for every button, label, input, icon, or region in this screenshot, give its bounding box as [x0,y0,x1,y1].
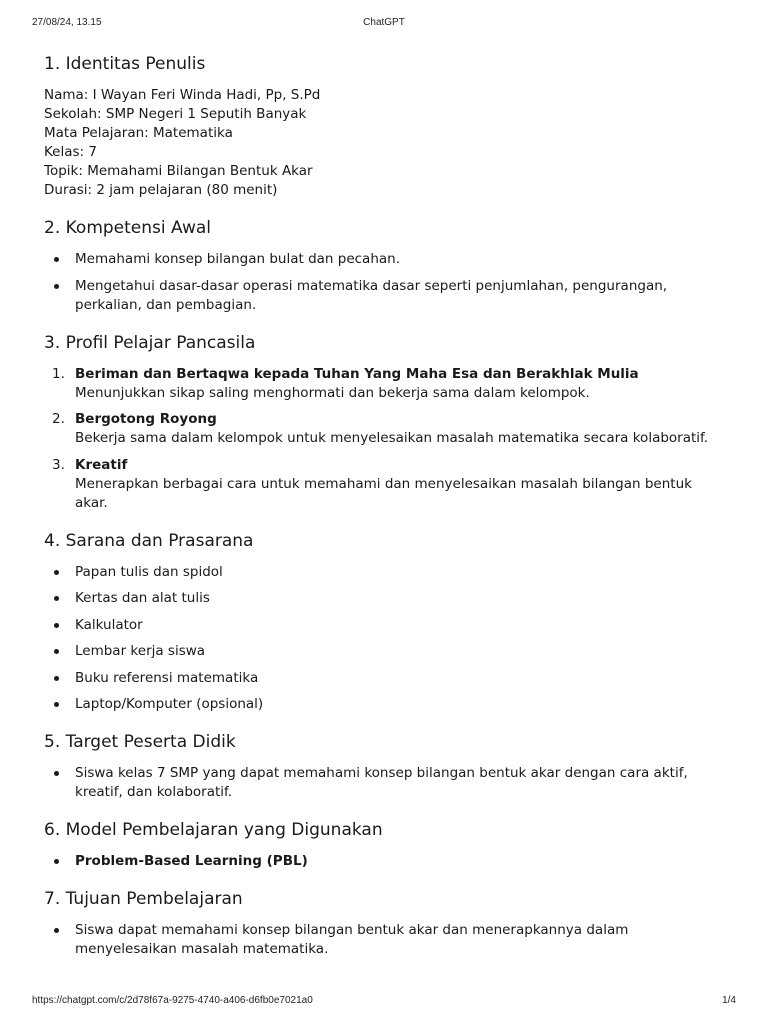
section-heading: 6. Model Pembelajaran yang Digunakan [44,820,383,840]
list-item: Kertas dan alat tulis [44,589,724,608]
section-target [44,730,724,802]
item-description: Menunjukkan sikap saling menghormati dan bekerja sama dalam kelompok. [75,384,590,401]
document-content [44,52,724,975]
section-heading: 3. Profil Pelajar Pancasila [44,332,256,353]
item-title: Problem-Based Learning (PBL) [75,853,308,869]
section-heading: 4. Sarana dan Prasarana [44,530,254,551]
print-header [32,17,736,28]
profil-list [44,365,724,513]
section-tujuan [44,887,724,959]
info-nama: Nama: I Wayan Feri Winda Hadi, Pp, S.Pd [44,87,321,103]
item-title: Beriman dan Bertaqwa kepada Tuhan Yang Maha Esa dan Berakhlak Mulia [75,365,639,382]
item-title: Kreatif [75,456,128,473]
list-item: Laptop/Komputer (opsional) [44,695,724,714]
print-title: ChatGPT [363,17,405,28]
list-item: Siswa dapat memahami konsep bilangan bentuk akar dan menerapkannya dalam menyelesaikan masalah matematika. [44,921,724,959]
print-datetime: 27/08/24, 13.15 [32,17,102,28]
print-url: https://chatgpt.com/c/2d78f67a-9275-4740-a406-d6fb0e7021a0 [32,995,313,1006]
item-number: 2. [52,411,65,427]
item-title: Bergotong Royong [75,411,217,427]
list-item [44,410,724,448]
print-footer [32,995,736,1006]
model-list [44,852,724,871]
list-item [44,456,724,513]
section-heading: 7. Tujuan Pembelajaran [44,889,243,909]
section-profil [44,331,724,513]
list-item: Siswa kelas 7 SMP yang dapat memahami konsep bilangan bentuk akar dengan cara aktif, kreatif, dan kolaboratif. [44,764,724,802]
info-mata-pelajaran: Mata Pelajaran: Matematika [44,125,233,141]
section-heading: 2. Kompetensi Awal [44,218,212,238]
list-item [44,852,724,871]
target-list [44,764,724,802]
list-item: Mengetahui dasar-dasar operasi matematika dasar seperti penjumlahan, pengurangan, perkalian, dan pembagian. [44,277,724,315]
page-number: 1/4 [722,995,736,1006]
item-number: 3. [52,456,65,473]
section-identitas [44,52,724,200]
list-item: Buku referensi matematika [44,669,724,688]
item-description: Bekerja sama dalam kelompok untuk menyelesaikan masalah matematika secara kolaboratif. [75,430,709,446]
item-description: Menerapkan berbagai cara untuk memahami dan menyelesaikan masalah bilangan bentuk akar. [75,475,692,511]
sarana-list [44,563,724,715]
section-heading: 1. Identitas Penulis [44,54,206,74]
list-item: Memahami konsep bilangan bulat dan pecahan. [44,250,724,269]
section-model [44,818,724,871]
tujuan-list [44,921,724,959]
list-item: Lembar kerja siswa [44,642,724,661]
info-topik: Topik: Memahami Bilangan Bentuk Akar [44,163,313,179]
item-number: 1. [52,365,65,382]
info-durasi: Durasi: 2 jam pelajaran (80 menit) [44,182,278,198]
info-kelas: Kelas: 7 [44,144,97,160]
list-item: Kalkulator [44,616,724,635]
section-kompetensi [44,216,724,315]
kompetensi-list [44,250,724,315]
list-item [44,365,724,403]
info-sekolah: Sekolah: SMP Negeri 1 Seputih Banyak [44,106,307,122]
list-item: Papan tulis dan spidol [44,563,724,582]
section-sarana [44,529,724,715]
section-heading: 5. Target Peserta Didik [44,732,236,752]
